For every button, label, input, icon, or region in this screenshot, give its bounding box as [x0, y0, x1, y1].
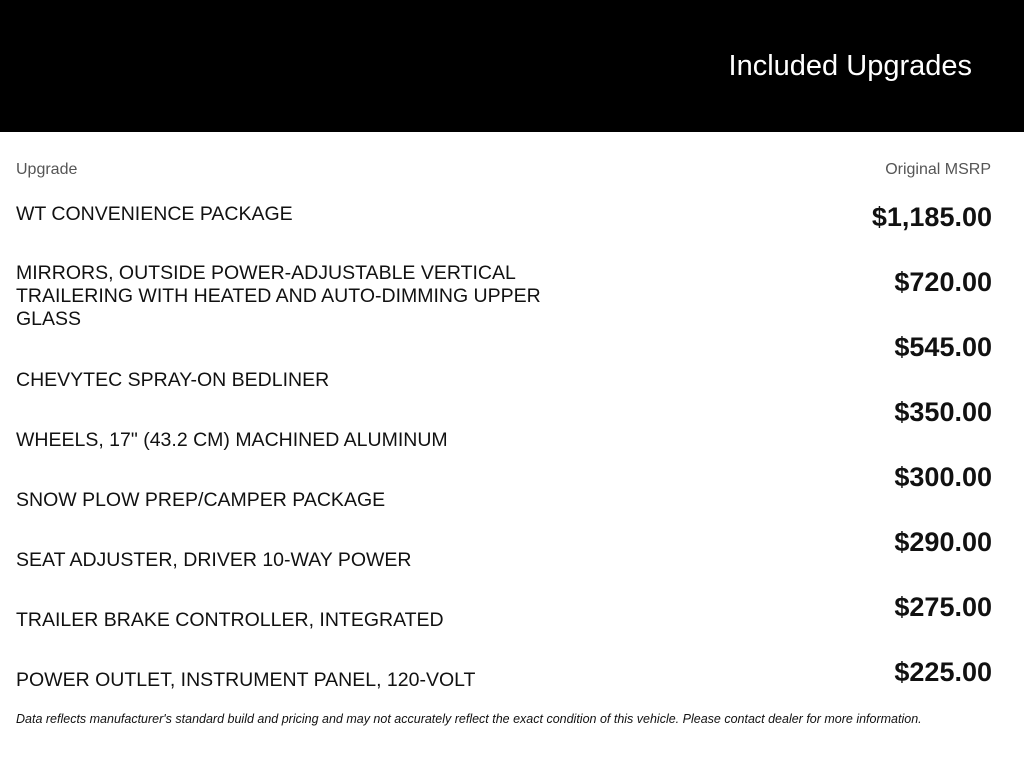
upgrade-name: CHEVYTEC SPRAY-ON BEDLINER	[16, 369, 330, 391]
upgrade-name: MIRRORS, OUTSIDE POWER-ADJUSTABLE VERTICAL TRAILERING WITH HEATED AND AUTO-DIMMING UPPER GLASS	[16, 262, 541, 330]
upgrade-column-header: Upgrade	[16, 161, 78, 178]
page-title: Included Upgrades	[728, 50, 972, 82]
upgrade-price: $275.00	[894, 592, 992, 622]
upgrade-name: SEAT ADJUSTER, DRIVER 10-WAY POWER	[16, 549, 412, 571]
upgrade-name: WHEELS, 17" (43.2 CM) MACHINED ALUMINUM	[16, 429, 448, 451]
upgrade-price: $720.00	[894, 267, 992, 297]
header-banner	[0, 0, 1024, 132]
upgrade-price: $290.00	[894, 527, 992, 557]
upgrade-name: TRAILER BRAKE CONTROLLER, INTEGRATED	[16, 609, 444, 631]
msrp-column-header: Original MSRP	[885, 161, 991, 178]
upgrade-price: $1,185.00	[871, 202, 992, 232]
upgrade-name: WT CONVENIENCE PACKAGE	[16, 203, 293, 225]
upgrade-price: $350.00	[894, 397, 992, 427]
upgrade-name: POWER OUTLET, INSTRUMENT PANEL, 120-VOLT	[16, 669, 476, 691]
upgrade-price: $225.00	[894, 657, 992, 687]
upgrade-name: SNOW PLOW PREP/CAMPER PACKAGE	[16, 489, 386, 511]
upgrade-price: $300.00	[894, 462, 992, 492]
disclaimer-text: Data reflects manufacturer's standard build and pricing and may not accurately reflect the exact condition of this vehicle. Please contact dealer for more information.	[16, 712, 922, 726]
upgrade-price: $545.00	[894, 332, 992, 362]
